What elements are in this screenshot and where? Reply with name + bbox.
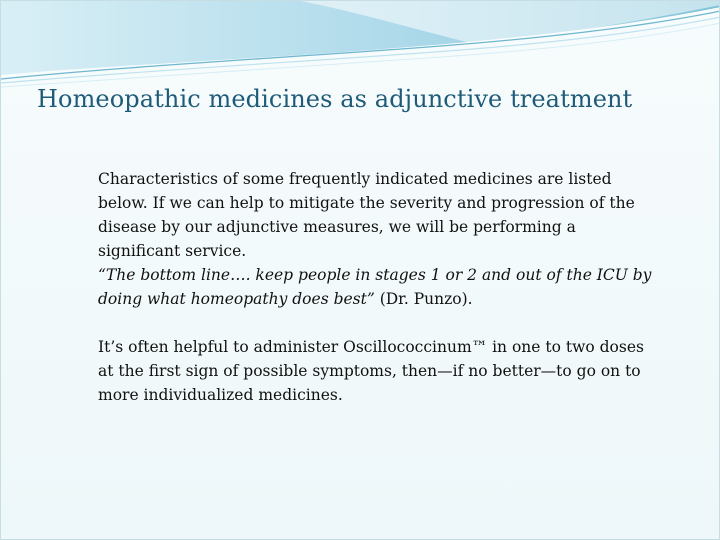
decorative-wave-header (1, 1, 720, 91)
slide-title: Homeopathic medicines as adjunctive treatment (37, 85, 633, 113)
paragraph-spacer (98, 311, 658, 335)
quote-text: “The bottom line…. keep people in stages 1 or 2 and out of the ICU by doing what homeopathy does best” (98, 266, 652, 308)
slide-body (98, 167, 658, 407)
intro-text: Characteristics of some frequently indicated medicines are listed below. If we can help to mitigate the severity and progression of the disease by our adjunctive measures, we will be performing a significant service. (98, 170, 635, 260)
oscillococcinum-paragraph: It’s often helpful to administer Oscillococcinum™ in one to two doses at the first sign of possible symptoms, then—if no better—to go on to more individualized medicines. (98, 338, 644, 404)
quote-attribution: (Dr. Punzo). (374, 290, 473, 308)
intro-paragraph (98, 167, 658, 311)
